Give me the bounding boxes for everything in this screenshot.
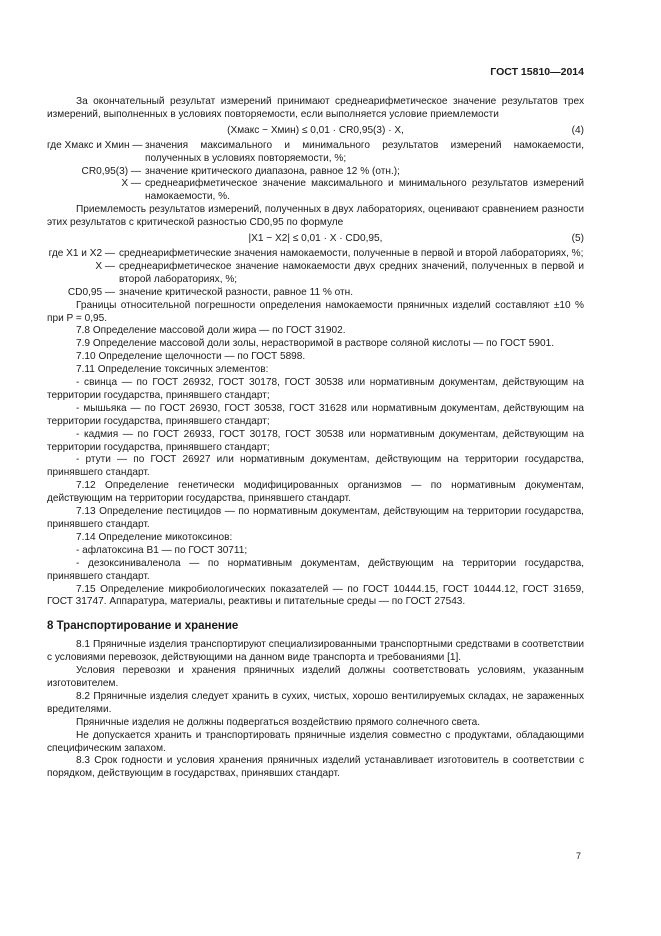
definition-term: где Xмакс и Xмин — xyxy=(47,139,143,151)
item-7-11-lead: - свинца — по ГОСТ 26932, ГОСТ 30178, ГОСТ 30538 или нормативным документам, действующим на территории государства, принявшего стандарт; xyxy=(47,377,584,401)
page-number: 7 xyxy=(576,851,582,861)
equation-4-body: (Xмакс − Xмин) ≤ 0,01 · CR0,95(3) · X, xyxy=(227,124,404,136)
definition-xbarbar xyxy=(47,261,584,287)
definition-desc: среднеарифметические значения намокаемости, полученные в первой и второй лабораториях, %; xyxy=(119,247,584,259)
definition-desc: среднеарифметическое значение намокаемости двух средних значений, полученных в первой и второй лабораториях, %; xyxy=(119,260,584,285)
definition-term: CD0,95 — xyxy=(67,286,115,298)
definition-xmax-xmin xyxy=(47,140,584,166)
section-8-para: Не допускается хранить и транспортировать пряничные изделия совместно с продуктами, обладающими специфическим запахом. xyxy=(47,729,584,754)
equation-5-body: |X1 − X2| ≤ 0,01 · X · CD0,95, xyxy=(248,233,383,245)
definition-desc: среднеарифметическое значение максимального и минимального результатов измерений намокаемости, %. xyxy=(145,178,584,203)
definition-desc: значения максимального и минимального результатов измерений намокаемости, полученных в условиях повторяемости, %; xyxy=(145,139,584,164)
document-body xyxy=(47,96,584,781)
section-8-heading: 8 Транспортирование и хранение xyxy=(47,620,239,633)
definition-term: CR0,95(3) — xyxy=(81,165,141,177)
definition-desc: значение критического диапазона, равное 12 % (отн.); xyxy=(145,165,400,177)
paragraph-intro: За окончательный результат измерений принимают среднеарифметическое значение результатов трех измерений, выполненных в условиях повторяемости, если выполняется условие приемлемости xyxy=(47,96,584,120)
item-7-14-don: - дезоксиниваленола — по нормативным документам, действующим на территории государства, принявшего стандарт. xyxy=(47,557,584,582)
section-8-para: 8.1 Пряничные изделия транспортируют специализированными транспортными средствами в соответствии с условиями перевозок, действующими на данном виде транспорта и требованиями [1]. xyxy=(47,639,584,664)
page-header-doc-id: ГОСТ 15810—2014 xyxy=(490,66,584,78)
paragraph-error-bounds: Границы относительной погрешности определения намокаемости пряничных изделий составляют ±10 % при P = 0,95. xyxy=(47,299,584,324)
definition-xbar xyxy=(47,178,584,204)
item-7-14-aflatoxin: - афлатоксина B1 — по ГОСТ 30711; xyxy=(76,544,248,556)
item-7-13: 7.13 Определение пестицидов — по нормативным документам, действующим на территории государства, принявшего стандарт. xyxy=(47,506,584,530)
item-7-12: 7.12 Определение генетически модифицированных организмов — по нормативным документам, действующим на территории государства, принявшего стандарт. xyxy=(47,480,584,505)
equation-4-number: (4) xyxy=(571,124,584,136)
item-7-11: 7.11 Определение токсичных элементов: xyxy=(76,364,269,376)
equation-4 xyxy=(47,125,584,138)
section-8-para: Условия перевозки и хранения пряничных изделий должны соответствовать условиям, указанным изготовителем. xyxy=(47,665,584,689)
item-7-14: 7.14 Определение микотоксинов: xyxy=(76,531,233,543)
equation-5 xyxy=(47,233,584,246)
section-8-para: 8.3 Срок годности и условия хранения пряничных изделий устанавливает изготовитель в соответствии с порядком, действующим в государствах, принявших стандарт. xyxy=(47,755,584,780)
item-7-8: 7.8 Определение массовой доли жира — по ГОСТ 31902. xyxy=(76,325,346,337)
definition-desc: значение критической разности, равное 11 % отн. xyxy=(119,286,354,298)
item-7-11-cadmium: - кадмия — по ГОСТ 26933, ГОСТ 30178, ГОСТ 30538 или нормативным документам, действующим на территории государства, принявшего стандарт; xyxy=(47,428,584,453)
definition-term: где X1 и X2 — xyxy=(48,247,115,259)
definition-term: X — xyxy=(121,178,141,190)
definition-cr xyxy=(47,166,584,179)
definition-x1-x2 xyxy=(47,248,584,261)
item-7-9: 7.9 Определение массовой доли золы, нерастворимой в растворе соляной кислоты — по ГОСТ 5901. xyxy=(76,338,554,350)
section-8-para: Пряничные изделия не должны подвергаться воздействию прямого солнечного света. xyxy=(76,716,481,728)
item-7-11-arsenic: - мышьяка — по ГОСТ 26930, ГОСТ 30538, ГОСТ 31628 или нормативным документам, действующим на территории государства, принявшего стандарт; xyxy=(47,402,584,427)
paragraph-interlab: Приемлемость результатов измерений, полученных в двух лабораториях, оценивают сравнением разности этих результатов с критической разностью CD0,95 по формуле xyxy=(47,204,584,229)
definition-term: X — xyxy=(95,260,115,272)
item-7-10: 7.10 Определение щелочности — по ГОСТ 5898. xyxy=(76,351,306,363)
equation-5-number: (5) xyxy=(571,233,584,245)
definition-cd xyxy=(47,287,584,300)
section-8-para: 8.2 Пряничные изделия следует хранить в сухих, чистых, хорошо вентилируемых складах, не зараженных вредителями. xyxy=(47,690,584,715)
item-7-15: 7.15 Определение микробиологических показателей — по ГОСТ 10444.15, ГОСТ 10444.12, ГОСТ 31659, ГОСТ 31747. Аппаратура, материалы, реактивы и питательные среды — по ГОСТ 27543. xyxy=(47,583,584,608)
item-7-11-mercury: - ртути — по ГОСТ 26927 или нормативным документам, действующим на территории государства, принявшего стандарт. xyxy=(47,454,584,479)
